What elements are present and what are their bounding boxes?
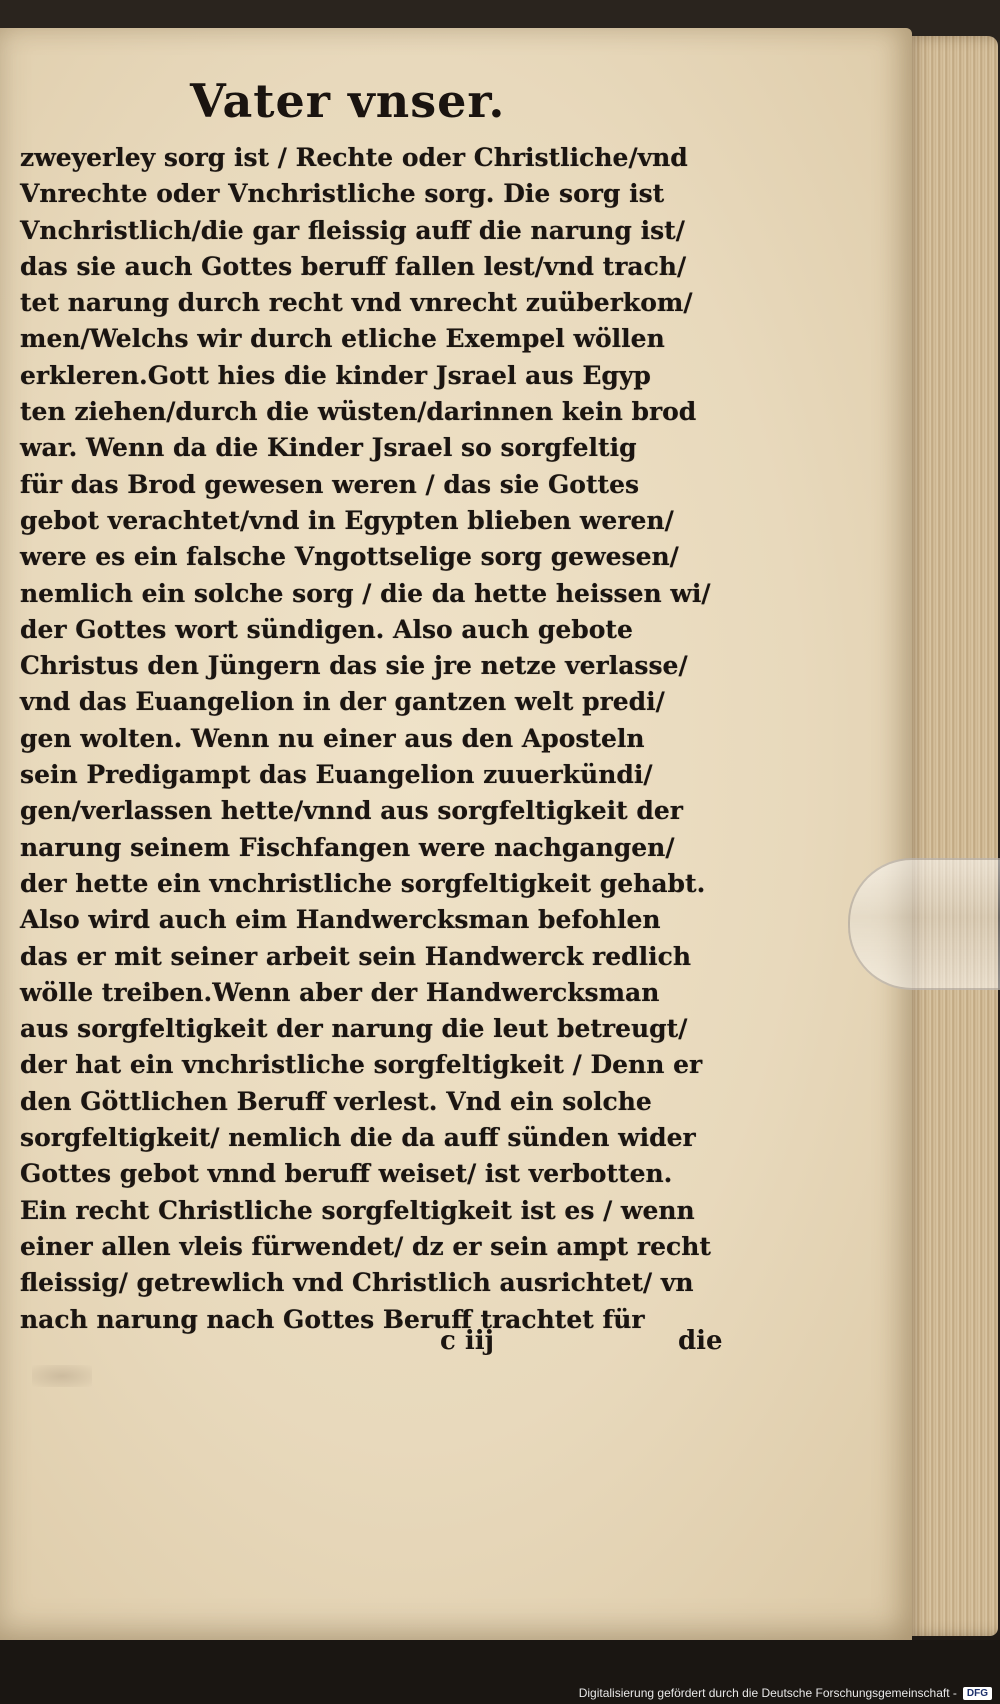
dfg-logo: DFG	[963, 1687, 992, 1700]
text-line: fleissig/ getrewlich vnd Christlich ausrichtet/ vn	[20, 1268, 694, 1298]
ink-bleed-through	[32, 1365, 92, 1387]
text-line: narung seinem Fischfangen were nachgangen/	[20, 832, 675, 862]
signature-mark: c iij	[440, 1326, 495, 1356]
text-line: war. Wenn da die Kinder Jsrael so sorgfeltig	[20, 433, 637, 463]
text-line: sorgfeltigkeit/ nemlich die da auff sünden wider	[20, 1123, 696, 1153]
text-line: ten ziehen/durch die wüsten/darinnen kein brod	[20, 397, 697, 427]
text-line: were es ein falsche Vngottselige sorg gewesen/	[20, 542, 679, 572]
text-line: wölle treiben.Wenn aber der Handwercksman	[20, 977, 660, 1007]
running-head: Vater vnser.	[190, 74, 506, 128]
text-line: Christus den Jüngern das sie jre netze verlasse/	[20, 651, 688, 681]
text-line: erkleren.Gott hies die kinder Jsrael aus Egyp	[20, 360, 651, 390]
text-line: einer allen vleis fürwendet/ dz er sein ampt recht	[20, 1231, 711, 1261]
page-text	[20, 140, 720, 1338]
text-line: der hette ein vnchristliche sorgfeltigkeit gehabt.	[20, 868, 706, 898]
text-line: nach narung nach Gottes Beruff trachtet für	[20, 1304, 645, 1334]
text-line: men/Welchs wir durch etliche Exempel wöllen	[20, 324, 665, 354]
credit-text: Digitalisierung gefördert durch die Deutsche Forschungsgemeinschaft -	[578, 1686, 957, 1700]
text-line: zweyerley sorg ist / Rechte oder Christliche/vnd	[20, 143, 688, 172]
text-line: Also wird auch eim Handwercksman befohlen	[20, 905, 661, 935]
text-line: den Göttlichen Beruff verlest. Vnd ein solche	[20, 1086, 652, 1116]
bookmark-clip	[848, 858, 1000, 990]
text-line: nemlich ein solche sorg / die da hette heissen wi/	[20, 578, 711, 608]
text-line: aus sorgfeltigkeit der narung die leut betreugt/	[20, 1014, 688, 1044]
text-line: tet narung durch recht vnd vnrecht zuüberkom/	[20, 288, 693, 318]
text-line: vnd das Euangelion in der gantzen welt predi/	[20, 687, 665, 717]
text-line: der Gottes wort sündigen. Also auch gebote	[20, 614, 633, 644]
text-line: Ein recht Christliche sorgfeltigkeit ist es / wenn	[20, 1195, 695, 1225]
funding-credit	[579, 1686, 992, 1700]
scan-footer	[0, 1640, 1000, 1704]
text-line: gen/verlassen hette/vnnd aus sorgfeltigkeit der	[20, 796, 683, 826]
text-line: für das Brod gewesen weren / das sie Gottes	[20, 469, 640, 499]
text-line: das sie auch Gottes beruff fallen lest/vnd trach/	[20, 251, 687, 281]
text-line: gen wolten. Wenn nu einer aus den Aposteln	[20, 723, 645, 753]
text-line: das er mit seiner arbeit sein Handwerck redlich	[20, 941, 692, 971]
catchword: die	[678, 1326, 723, 1356]
text-line: Vnchristlich/die gar fleissig auff die narung ist/	[20, 215, 685, 245]
text-line: sein Predigampt das Euangelion zuuerkündi/	[20, 760, 653, 790]
text-line: Vnrechte oder Vnchristliche sorg. Die sorg ist	[20, 179, 665, 209]
book-page-edges	[906, 36, 998, 1636]
text-line: der hat ein vnchristliche sorgfeltigkeit / Denn er	[20, 1050, 703, 1080]
text-line: Gottes gebot vnnd beruff weiset/ ist verbotten.	[20, 1159, 673, 1189]
text-line: gebot verachtet/vnd in Egypten blieben weren/	[20, 505, 674, 535]
